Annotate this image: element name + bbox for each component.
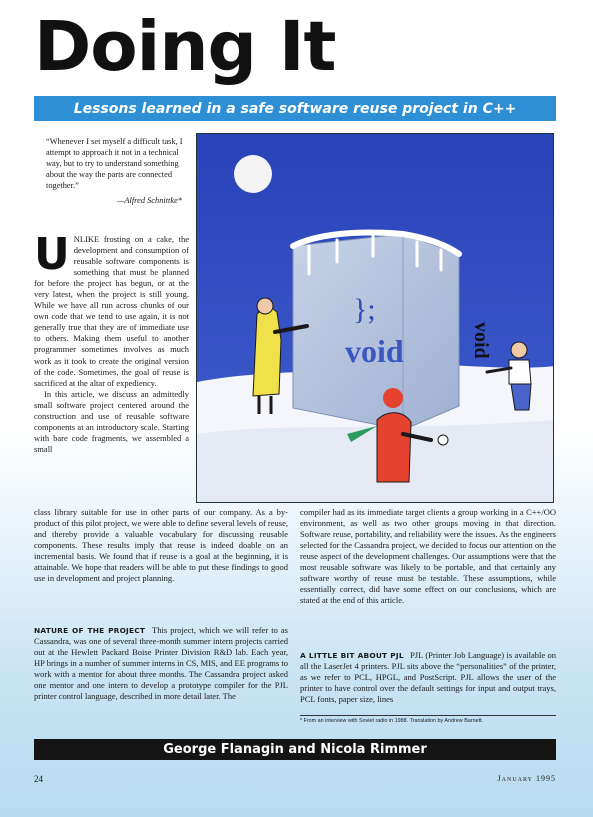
pjl-paragraph: PJL (Printer Job Language) is available on all the LaserJet 4 printers. PJL sits above the “personalities” of the printer, as we refer to PCL, HPGL, and PostScript. PJL allows the user of the printer to have control over the default settings for input and output trays, PCL fonts, paper size, lines <box>300 650 556 705</box>
intro-paragraph: NLIKE frosting on a cake, the development and consumption of reusable software components is something that must be planned for before the project has begun, or at the very latest, when the project is still young. While we have all run across chunks of our own code that we tend to use again, it is not generally true that they are of immediate use to others. Making them useful to another programmer sometimes involves as much work as it took to create the original version of the code. Sometimes, the goal of reuse is sacrificed at the altar of expediency. <box>34 234 189 388</box>
ice-text-brace: }; <box>353 293 376 326</box>
right-column-paragraph: compiler had as its immediate target clients a group working in a C++/OO environment, as well as two other groups moving in that direction. Software reuse, portability, and reliability were the issues. As the engineers selected for the Cassandra project, we decided to focus our attention on the reuse aspect of the development challenges. Our assumptions were that the most reusable software was likely to be portable, and that certainly any software worthy of reuse must be testable. These assumptions, while essentially correct, did have some effect on our conclusions, which are stated at the end of this article. <box>300 507 556 606</box>
ice-cube-illustration <box>196 133 554 503</box>
page-number: 24 <box>34 774 43 784</box>
moon <box>234 155 272 193</box>
ice-text-void: void <box>345 333 404 369</box>
author-band <box>34 739 556 760</box>
drop-cap: U <box>34 229 70 280</box>
epigraph-quote: “Whenever I set myself a difficult task, I attempt to approach it not in a technical way, but to try to understand something about the way the parts are connected together.” <box>46 137 183 191</box>
article-subtitle: Lessons learned in a safe software reuse project in C++ <box>73 100 517 117</box>
side-text-void: void <box>470 322 492 359</box>
subtitle-band <box>34 96 556 121</box>
pjl-heading: A LITTLE BIT ABOUT PJL <box>300 651 404 660</box>
nature-heading: NATURE OF THE PROJECT <box>34 626 146 635</box>
footnote-rule <box>300 715 556 716</box>
intro-column <box>34 229 189 455</box>
nature-paragraph: This project, which we will refer to as Cassandra, was one of several three-month summer intern projects carried out at the Hewlett Packard Boise Printer Division R&D lab. Each year, HP brings in a number of summer interns in CS, MIS, and EE programs to work with a mentor for about three months. The Cassandra project asked one mentor and one intern to develop a prototype compiler for the PJL printer control language, described in more detail later. The <box>34 625 288 702</box>
issue-date: January 1995 <box>497 774 556 783</box>
author-names: George Flanagin and Nicola Rimmer <box>163 742 427 757</box>
second-paragraph-start: In this article, we discuss an admittedly small software project centered around the construction and use of reusable software components at an introductory scale. Starting with bare code fragments, we assembled a small <box>34 388 189 454</box>
nature-section <box>34 625 288 702</box>
second-paragraph-continuation: class library suitable for use in other parts of our company. As a by-product of this pilot project, we were able to define several levels of reuse, and thereby provide a valuable vocabulary for discussing reusable components. These results imply that reuse is indeed doable on an incremental basis. We found that if reuse is a goal at the beginning, it is attainable. We hope that readers will be able to put these findings to good use in development and project planning. <box>34 507 288 584</box>
epigraph-attribution: —Alfred Schnittke* <box>116 196 182 205</box>
pjl-section <box>300 650 556 705</box>
article-title: Doing It <box>34 7 336 87</box>
ice-cube <box>293 233 459 431</box>
footnote: * From an interview with Soviet radio in 1988. Translation by Andrew Barnett. <box>300 718 484 724</box>
